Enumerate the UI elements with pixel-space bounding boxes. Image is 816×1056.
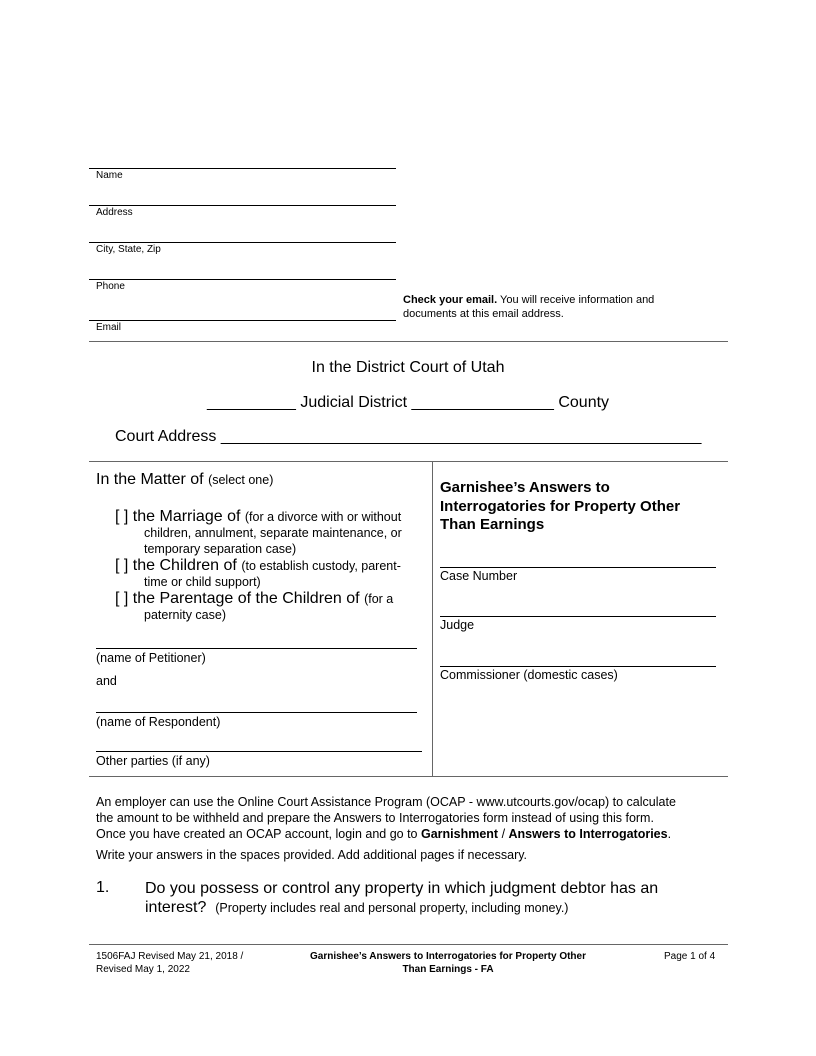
option-children-note-line2: time or child support) bbox=[144, 575, 261, 589]
footer-form-id-line1: 1506FAJ Revised May 21, 2018 / bbox=[96, 951, 244, 962]
matter-heading bbox=[96, 471, 273, 489]
commissioner-line[interactable] bbox=[440, 666, 716, 667]
city-line[interactable] bbox=[89, 242, 396, 243]
option-children-note: (to establish custody, parent- bbox=[241, 559, 401, 573]
footer-title-line2: Than Earnings - FA bbox=[402, 964, 494, 975]
checkbox-children[interactable]: [ ] bbox=[115, 557, 129, 574]
ocap-line3: Once you have created an OCAP account, login and go to bbox=[96, 827, 421, 841]
email-notice-line1: You will receive information and bbox=[497, 294, 655, 306]
case-number-line[interactable] bbox=[440, 567, 716, 568]
ocap-garnishment: Garnishment bbox=[420, 827, 499, 841]
question-1-line1: Do you possess or control any property in which judgment debtor has an bbox=[145, 880, 659, 897]
other-parties-label: Other parties (if any) bbox=[96, 754, 210, 768]
footer-page-number: Page 1 of 4 bbox=[664, 951, 716, 962]
option-children[interactable] bbox=[115, 558, 401, 590]
judge-line[interactable] bbox=[440, 616, 716, 617]
option-marriage-note-line3: temporary separation case) bbox=[144, 542, 297, 556]
email-notice-line2: documents at this email address. bbox=[403, 308, 564, 320]
option-marriage[interactable] bbox=[115, 509, 402, 557]
ocap-line2: the amount to be withheld and prepare the Answers to Interrogatories form instead of using this form. bbox=[96, 811, 654, 825]
commissioner-label: Commissioner (domestic cases) bbox=[440, 668, 618, 682]
checkbox-parentage[interactable]: [ ] bbox=[115, 590, 129, 607]
ocap-line1: An employer can use the Online Court Assistance Program (OCAP - www.utcourts.gov/ocap) to calculate bbox=[96, 795, 676, 809]
address-line[interactable] bbox=[89, 205, 396, 206]
option-parentage-note-line2: paternity case) bbox=[144, 608, 226, 622]
checkbox-marriage[interactable]: [ ] bbox=[115, 508, 129, 525]
respondent-line[interactable] bbox=[96, 712, 417, 713]
other-parties-line[interactable] bbox=[96, 751, 422, 752]
caption-top-border bbox=[89, 461, 728, 462]
footer-divider bbox=[89, 944, 728, 945]
ocap-answers: Answers to Interrogatories bbox=[508, 827, 668, 841]
option-parentage-note: (for a bbox=[364, 592, 394, 606]
ocap-separator: / bbox=[498, 827, 509, 841]
header-divider bbox=[89, 341, 728, 342]
question-1 bbox=[145, 879, 658, 918]
ocap-paragraph bbox=[96, 794, 676, 842]
footer-title bbox=[288, 950, 608, 976]
footer-form-id-line2: Revised May 1, 2022 bbox=[96, 964, 190, 975]
form-title-line3: Than Earnings bbox=[440, 516, 545, 533]
option-marriage-note: (for a divorce with or without bbox=[244, 510, 402, 524]
form-title bbox=[440, 479, 680, 535]
option-parentage-label: the Parentage of the Children of bbox=[132, 590, 360, 607]
caption-divider bbox=[432, 461, 433, 776]
email-label: Email bbox=[96, 322, 122, 333]
footer-title-line1: Garnishee’s Answers to Interrogatories for Property Other bbox=[310, 951, 586, 962]
phone-label: Phone bbox=[96, 281, 125, 292]
option-marriage-label: the Marriage of bbox=[132, 508, 241, 525]
address-label: Address bbox=[96, 207, 133, 218]
write-answers-instruction: Write your answers in the spaces provided. Add additional pages if necessary. bbox=[96, 848, 528, 862]
email-line[interactable] bbox=[89, 320, 396, 321]
form-title-line2: Interrogatories for Property Other bbox=[440, 497, 681, 515]
petitioner-label: (name of Petitioner) bbox=[96, 651, 206, 665]
option-parentage[interactable] bbox=[115, 591, 393, 623]
court-address-line: Court Address ______________________________________________________ bbox=[115, 428, 702, 445]
case-number-label: Case Number bbox=[440, 569, 518, 583]
name-line[interactable] bbox=[89, 168, 396, 169]
respondent-label: (name of Respondent) bbox=[96, 715, 221, 729]
matter-heading-text: In the Matter of bbox=[96, 471, 204, 488]
question-1-line2: interest? bbox=[145, 899, 207, 916]
email-notice bbox=[403, 293, 654, 321]
question-1-number: 1. bbox=[96, 879, 110, 896]
and-label: and bbox=[96, 674, 117, 688]
question-1-note: (Property includes real and personal property, including money.) bbox=[215, 901, 569, 915]
ocap-period: . bbox=[667, 827, 672, 841]
city-label: City, State, Zip bbox=[96, 244, 161, 255]
footer-form-id bbox=[96, 950, 243, 976]
option-marriage-note-line2: children, annulment, separate maintenance, or bbox=[144, 526, 402, 540]
option-children-label: the Children of bbox=[132, 557, 237, 574]
name-label: Name bbox=[96, 170, 123, 181]
court-title: In the District Court of Utah bbox=[311, 359, 505, 376]
district-county-line: __________ Judicial District ________________ County bbox=[206, 394, 610, 411]
form-title-line1: Garnishee’s Answers to bbox=[440, 479, 610, 496]
petitioner-line[interactable] bbox=[96, 648, 417, 649]
email-notice-bold: Check your email. bbox=[403, 294, 498, 306]
matter-heading-note: (select one) bbox=[208, 473, 274, 487]
phone-line[interactable] bbox=[89, 279, 396, 280]
caption-bottom-border bbox=[89, 776, 728, 777]
judge-label: Judge bbox=[440, 618, 475, 632]
